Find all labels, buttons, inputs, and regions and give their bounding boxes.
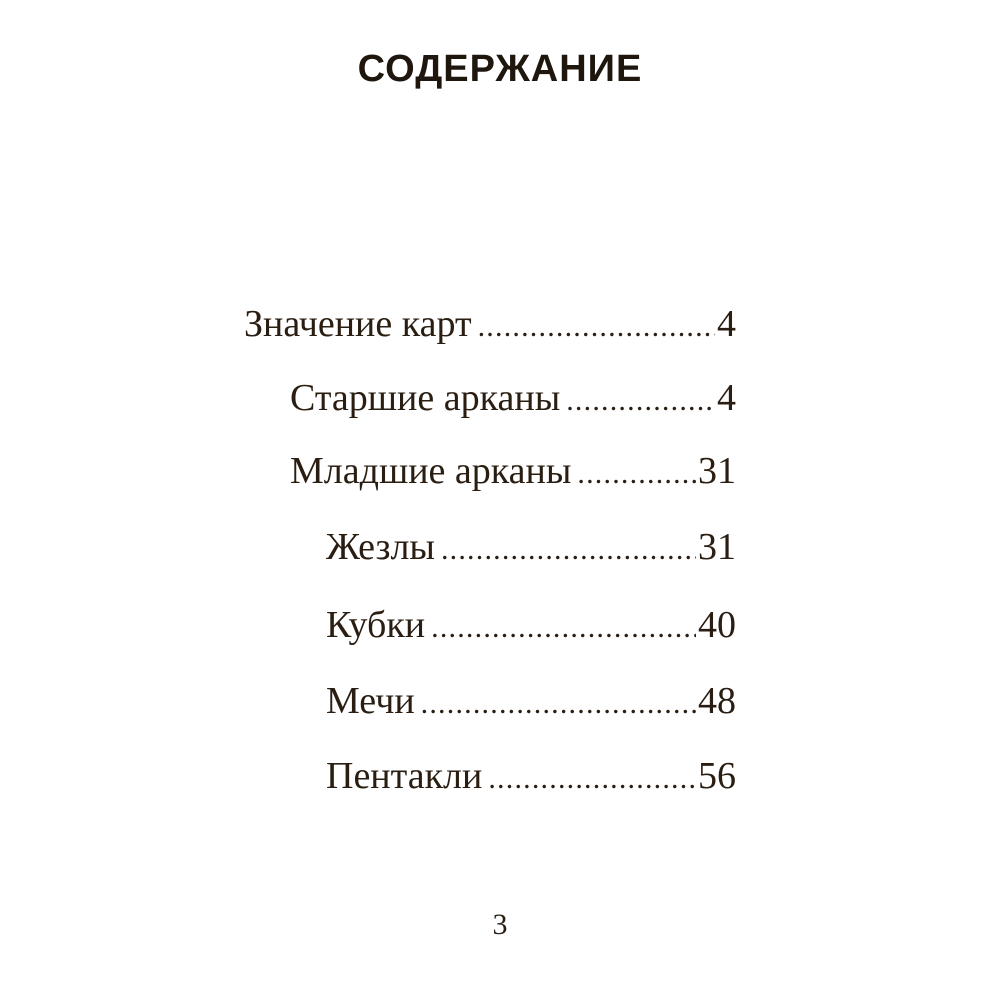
toc-entry-label: Мечи [326, 680, 415, 722]
toc-entry-minor-arcana[interactable] [290, 449, 736, 493]
toc-entry-page: 4 [717, 377, 736, 419]
dot-leader [478, 310, 715, 344]
toc-entry-label: Жезлы [326, 526, 435, 568]
toc-entry-label: Значение карт [244, 303, 472, 345]
toc-entry-swords[interactable] [326, 679, 736, 723]
dot-leader [421, 687, 696, 721]
toc-entry-label: Старшие арканы [290, 377, 561, 419]
toc-entry-page: 56 [698, 755, 736, 797]
toc-entry-wands[interactable] [326, 525, 736, 569]
toc-entry-pentacles[interactable] [326, 754, 736, 798]
dot-leader [441, 533, 696, 567]
toc-entry-page: 31 [698, 526, 736, 568]
page-title: СОДЕРЖАНИЕ [357, 48, 643, 90]
dot-leader [431, 611, 696, 645]
toc-entry-label: Младшие арканы [290, 450, 572, 492]
page-number: 3 [492, 908, 508, 941]
toc-entry-cups[interactable] [326, 603, 736, 647]
toc-entry-page: 40 [698, 604, 736, 646]
dot-leader [488, 762, 696, 796]
toc-entry-major-arcana[interactable] [290, 376, 736, 420]
dot-leader [577, 457, 696, 491]
toc-entry-meanings[interactable] [244, 302, 736, 346]
toc-entry-label: Пентакли [326, 755, 483, 797]
toc-entry-label: Кубки [326, 604, 426, 646]
toc-entry-page: 4 [717, 303, 736, 345]
dot-leader [566, 384, 715, 418]
toc-entry-page: 48 [698, 680, 736, 722]
toc-entry-page: 31 [698, 450, 736, 492]
